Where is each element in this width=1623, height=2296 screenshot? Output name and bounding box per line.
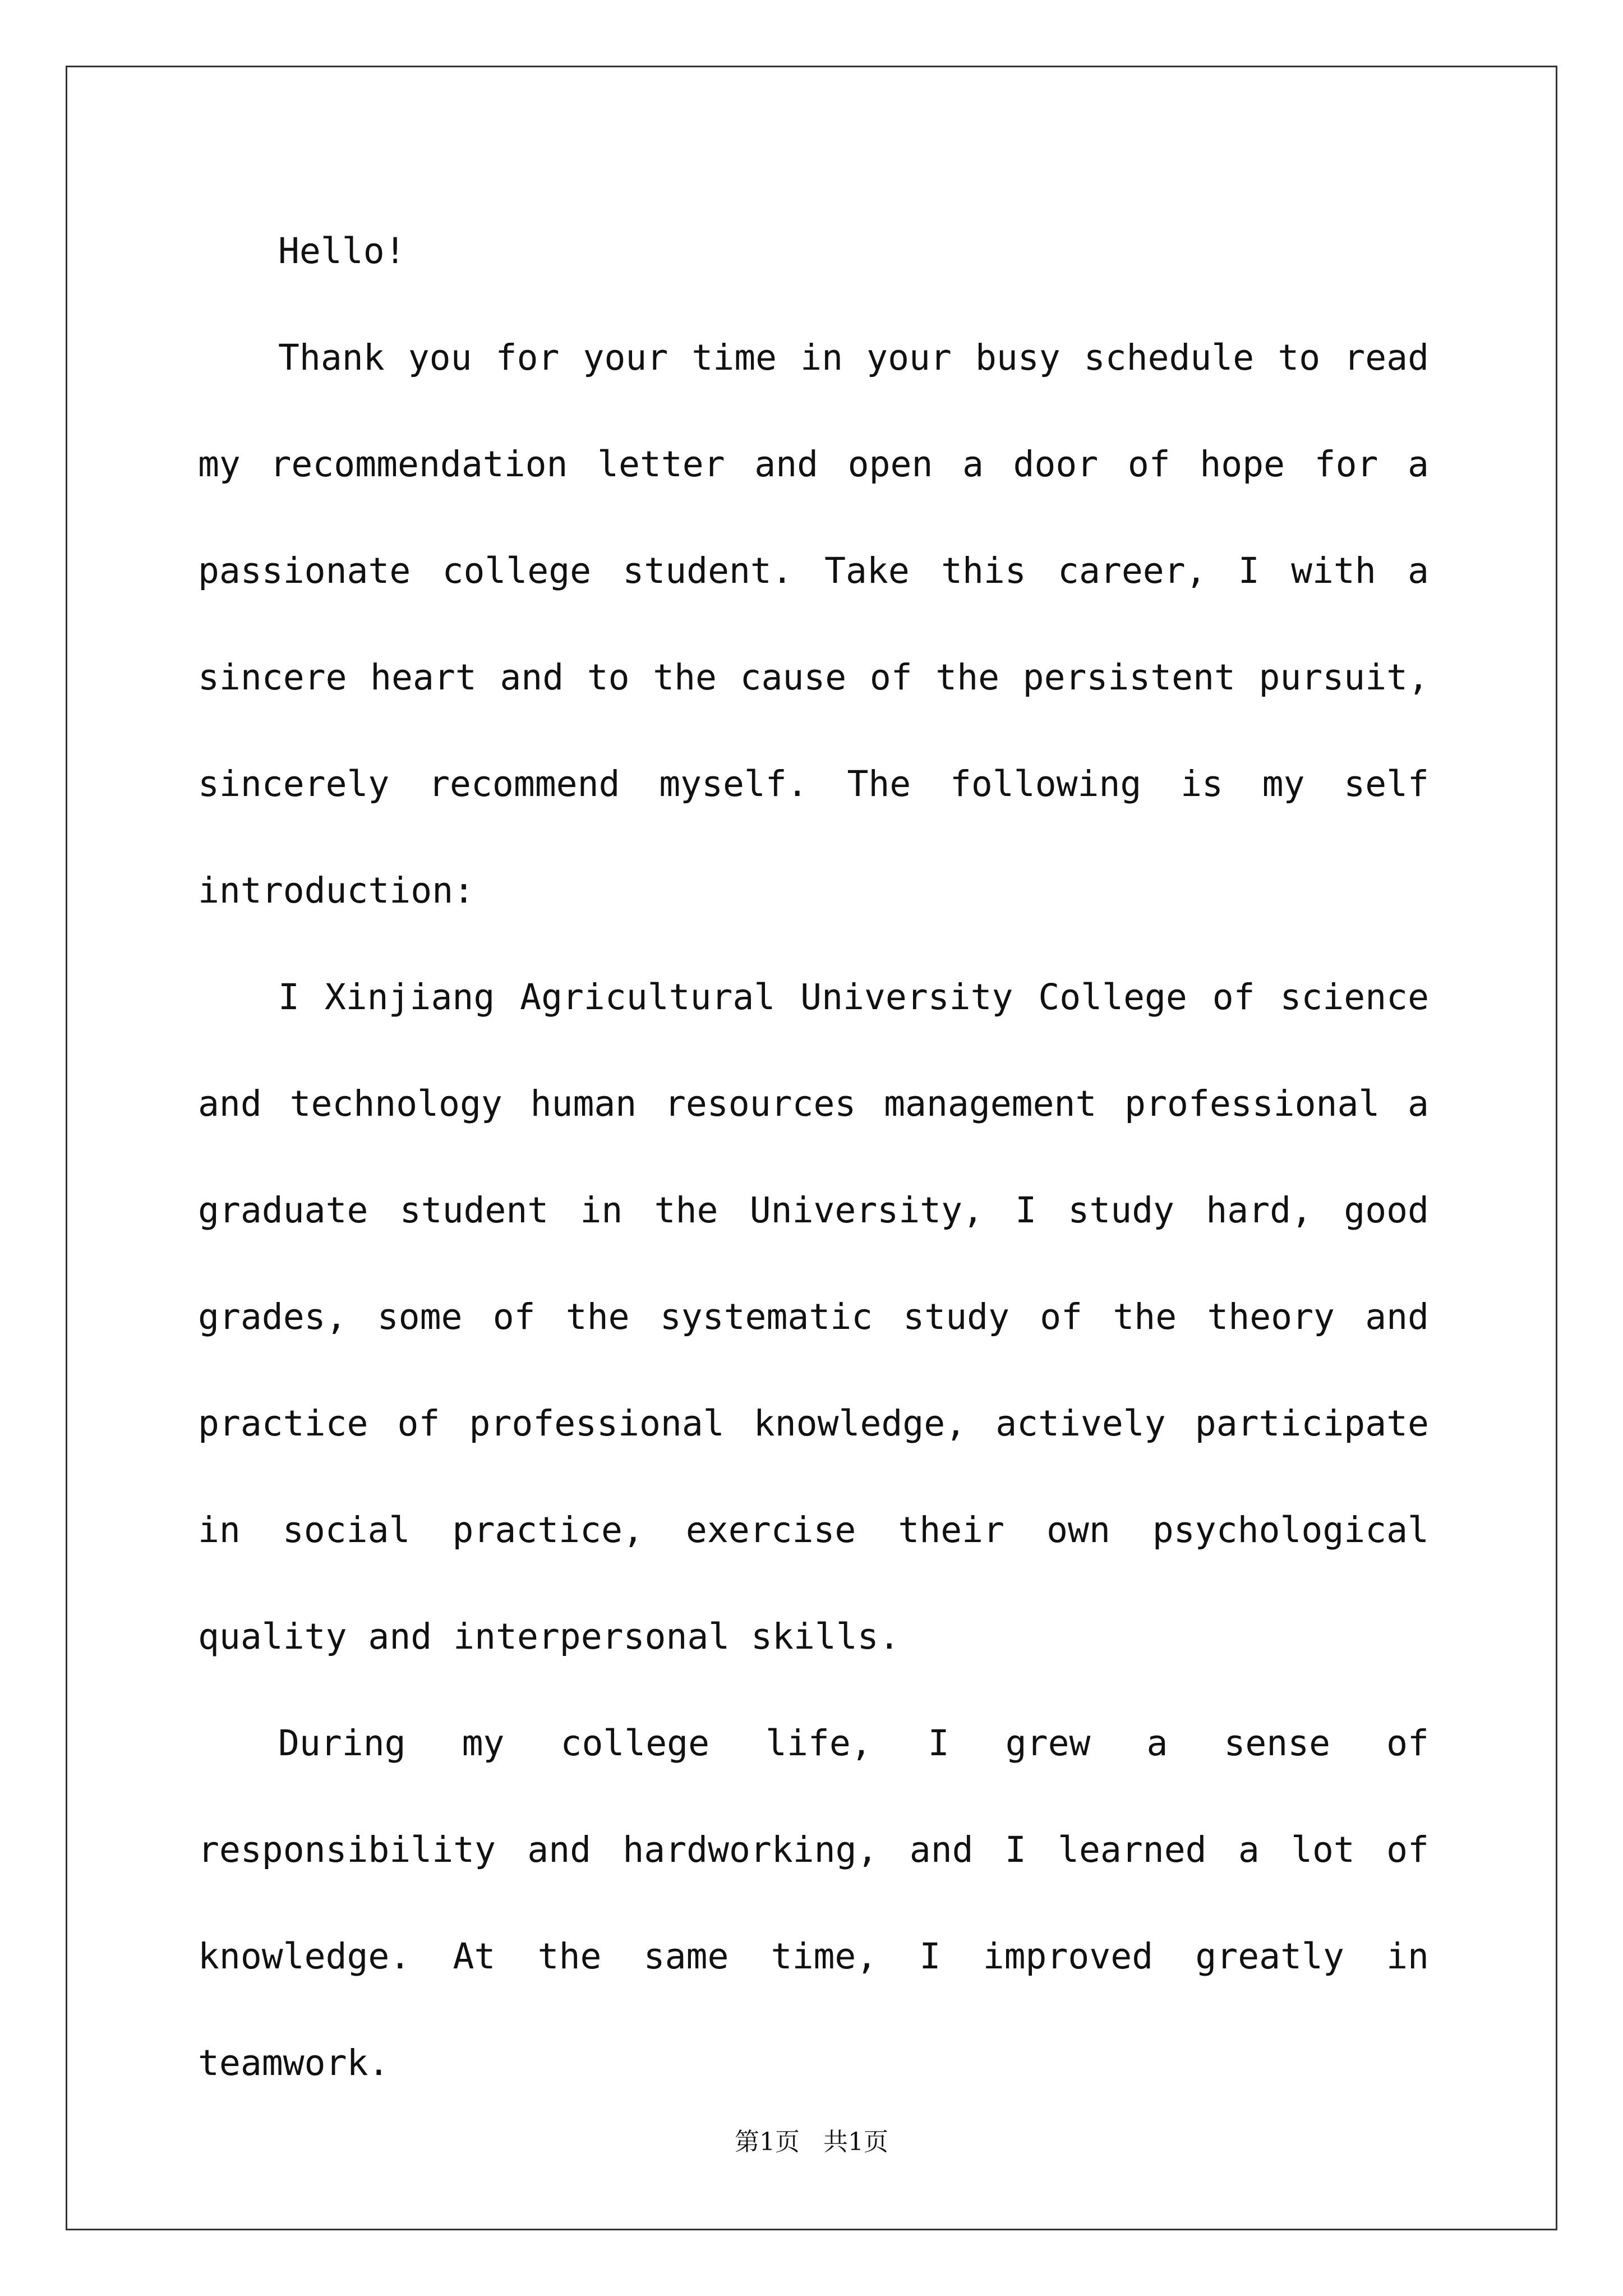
paragraph-introduction: Thank you for your time in your busy schedule to read my recommendation letter and open a door of hope for a passionate college student. Take this career, I with a sincere heart and to the cause of the persistent pursuit, sincerely recommend myself. The following is my self introduction:: [198, 337, 1429, 911]
paragraph-education: I Xinjiang Agricultural University College of science and technology human resources management professional a graduate student in the University, I study hard, good grades, some of the systematic study of the theory and practice of professional knowledge, actively participate in social practice, exercise their own psychological quality and interpersonal skills.: [198, 977, 1429, 1657]
document-body: [198, 198, 1429, 2116]
paragraph-college-life: During my college life, I grew a sense of responsibility and hardworking, and I learned a lot of knowledge. At the same time, I improved greatly in teamwork.: [198, 1723, 1429, 2083]
page-number-footer: 第1页 共1页: [735, 2128, 888, 2156]
paragraph-greeting: Hello!: [278, 231, 406, 272]
